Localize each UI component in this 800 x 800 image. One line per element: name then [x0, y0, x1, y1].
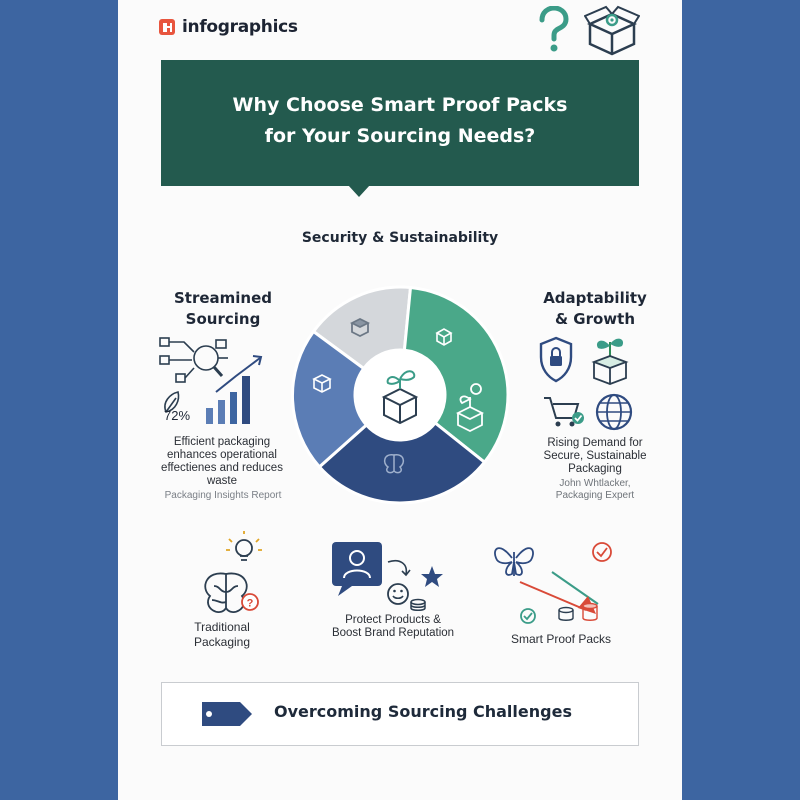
globe-icon — [594, 392, 634, 432]
plant-box-icon — [590, 334, 630, 386]
person-chat-star-icon — [328, 540, 448, 616]
brain-question-icon — [192, 530, 268, 618]
footer-callout — [161, 682, 639, 746]
brand-logo — [158, 17, 298, 37]
right-attribution: John Whtlacker, Packaging Expert — [555, 478, 635, 501]
gear-box-icon — [584, 4, 640, 56]
right-description: Rising Demand for Secure, Sustainable Packaging — [543, 437, 647, 475]
stat-value: 72% — [164, 408, 191, 423]
bottom-label-smart: Smart Proof Packs — [510, 632, 612, 646]
tag-icon — [202, 702, 254, 726]
svg-text:?: ? — [246, 597, 254, 610]
left-heading: Streamined Sourcing — [173, 289, 273, 328]
cart-icon — [542, 394, 588, 430]
shield-lock-icon — [538, 335, 574, 383]
logo-mark-icon — [158, 17, 178, 37]
question-icon — [536, 6, 572, 54]
right-heading: Adaptability & Growth — [543, 289, 647, 328]
left-source: Packaging Insights Report — [164, 490, 282, 501]
footer-title: Overcoming Sourcing Challenges — [274, 702, 572, 721]
page-title: Why Choose Smart Proof Packs for Your Sourcing Needs? — [232, 94, 568, 147]
section-title: Security & Sustainability — [301, 230, 499, 246]
bottom-label-protect: Protect Products & Boost Brand Reputation — [331, 614, 455, 639]
title-banner — [161, 60, 639, 186]
banner-pointer — [348, 185, 370, 197]
bottom-label-traditional: Traditional Packaging — [193, 620, 251, 649]
left-description: Efficient packaging enhances operational effectienes and reduces waste — [161, 436, 283, 487]
brand-name: infographics — [182, 17, 298, 37]
donut-diagram — [288, 282, 512, 508]
butterfly-arrow-icon — [492, 538, 620, 630]
infographic-page — [118, 0, 682, 800]
